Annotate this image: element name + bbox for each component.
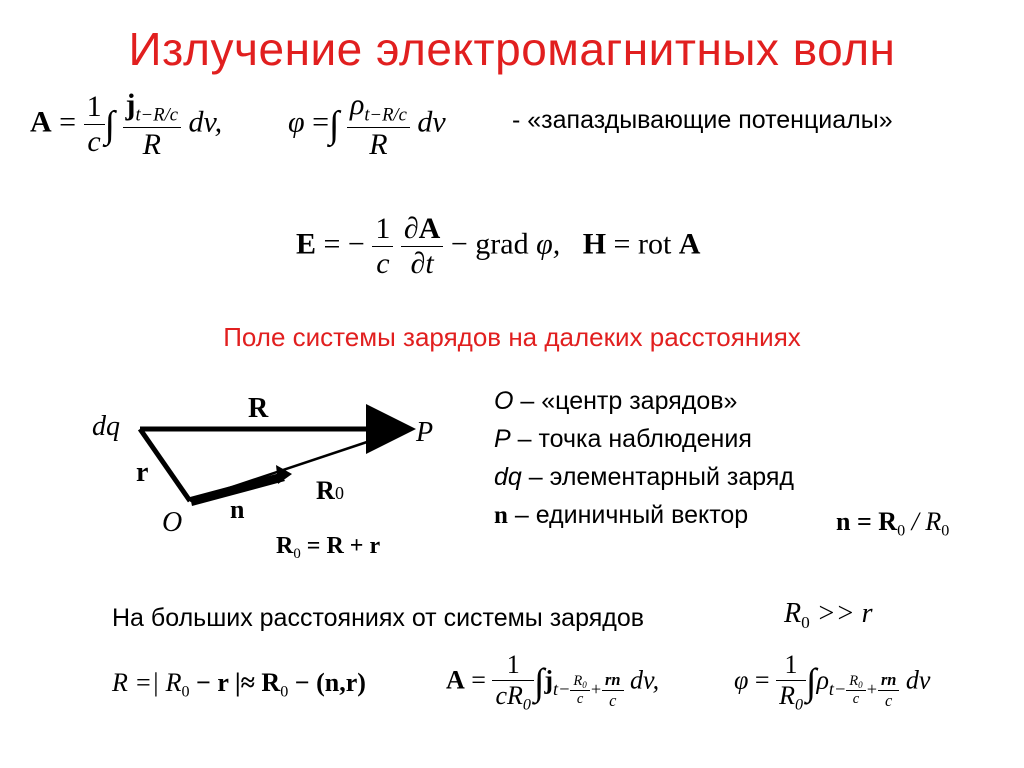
label-r: r [136,457,149,488]
far-distance-text: На больших расстояниях от системы зарядов [112,604,645,632]
label-R0: R [316,476,335,505]
definition-O: O – «центр зарядов» [494,387,738,415]
formula-E-H: E = − $\frac{1}{c}$ $\frac{\partial A}{\partial t}$ − grad φ, H = rot A [296,212,701,280]
definition-P: P – точка наблюдения [494,425,752,453]
definitions-list [494,382,794,535]
approx-formula: R =| $R_0 - r$ |≈ $R_0 - (n,r)$ [112,668,366,701]
definition-n: n – единичный вектор [494,501,749,529]
far-condition: $R_0 >> r$ [784,598,873,633]
label-R0-sub: 0 [335,483,344,503]
definition-dq: dq – элементарный заряд [494,463,794,491]
far-A-formula: A = $\frac{1}{cR_0}$ $\int j_{t- \frac{R_0}{c} + \frac{rn}{c}}$ dv, [446,650,660,714]
label-O: O [162,507,183,538]
retarded-label: - «запаздывающие потенциалы» [512,106,893,134]
section-subtitle: Поле системы зарядов на далеких расстояниях [223,322,801,352]
page-title: Излучение электромагнитных волн [128,23,896,75]
label-R: R [248,393,269,424]
label-P: P [416,417,434,448]
relation-R0: $R_0 = R + r$ [276,533,381,563]
formula-retarded-A: A = $\frac{1}{c}$ ∫ $\frac{j_{t-R/c}}{R}$ dv, [30,88,223,161]
label-dq: dq [92,411,120,442]
label-n: n [230,495,245,524]
far-phi-formula: φ = $\frac{1}{R_0}$ $\int\rho_{t- \frac{R_0}{c} + \frac{rn}{c}}$ dv [734,650,931,714]
formula-retarded-phi: φ =∫ $\frac{\rho_{t-R/c}}{R}$ dv [288,88,446,161]
n-definition-formula: $n = R_0 / R_0$ [836,507,950,540]
